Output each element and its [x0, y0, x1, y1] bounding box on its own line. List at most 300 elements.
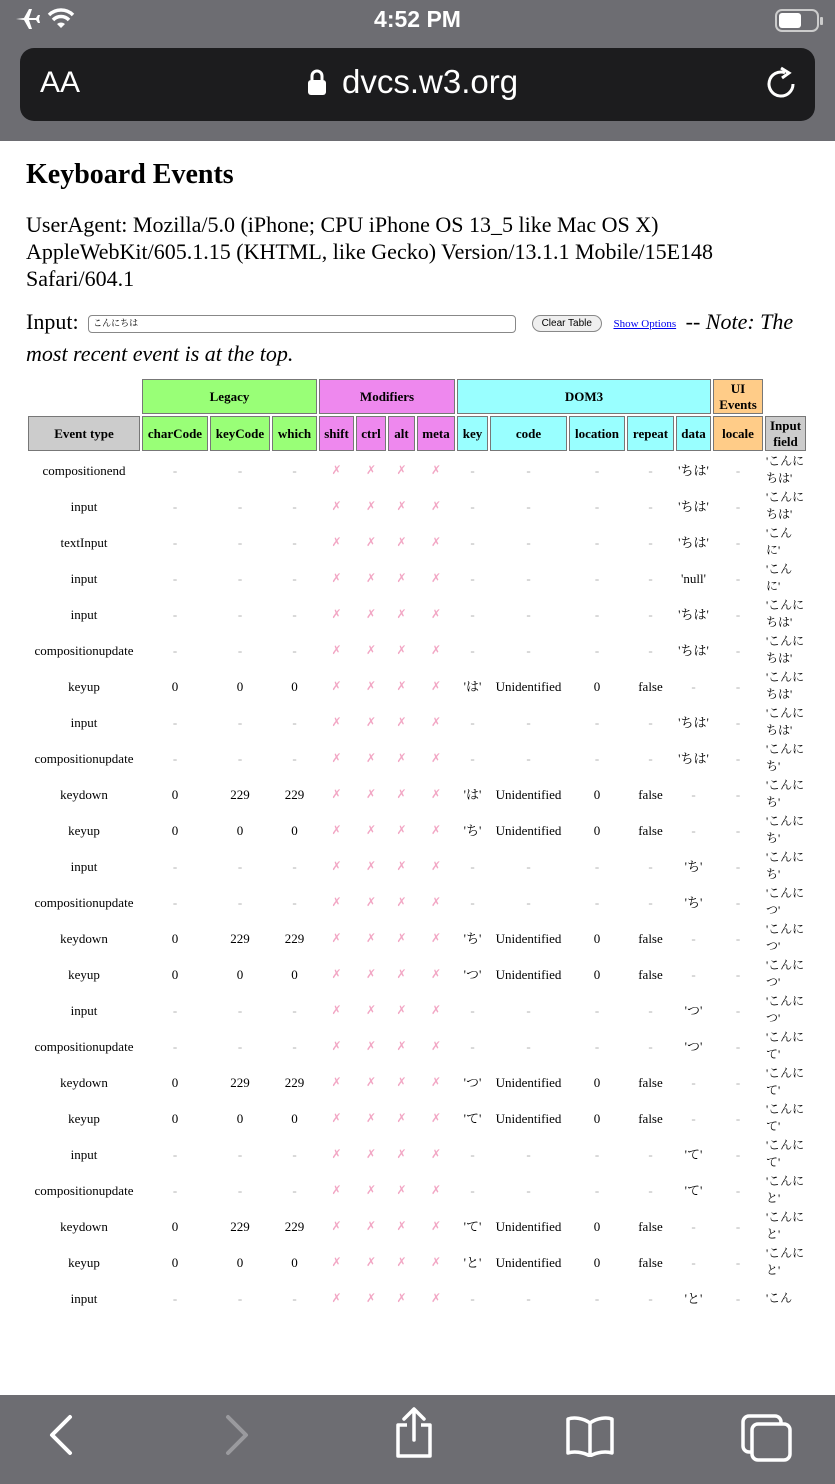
cell-key: -	[470, 1182, 475, 1198]
cell-which: -	[292, 894, 297, 910]
column-header-repeat: repeat	[627, 416, 674, 451]
cell-data: -	[691, 930, 696, 946]
cell-input-field: 'こんにちは'	[766, 634, 805, 665]
cell-charcode: 0	[171, 1074, 179, 1090]
cell-code: -	[526, 858, 531, 874]
cell-shift: ✗	[331, 1182, 342, 1197]
text-size-button[interactable]	[40, 66, 80, 100]
cell-keycode: -	[237, 858, 243, 874]
cell-key: 'は'	[463, 786, 482, 802]
cell-data: -	[691, 1110, 696, 1126]
cell-code: Unidentified	[495, 1254, 562, 1270]
cell-location: -	[594, 750, 600, 766]
cell-repeat: -	[648, 1038, 653, 1054]
keyboard-test-input[interactable]: こんにちは	[88, 315, 516, 333]
cell-keycode: -	[237, 714, 243, 730]
event-row	[28, 993, 806, 1027]
cell-repeat: -	[648, 498, 653, 514]
cell-input-field: 'こんにちは'	[766, 454, 805, 485]
cell-event-type: input	[70, 1002, 98, 1018]
cell-key: -	[470, 642, 475, 658]
cell-which: -	[292, 1038, 297, 1054]
cell-locale: -	[735, 966, 741, 982]
cell-key: 'て'	[463, 1218, 482, 1234]
cell-ctrl: ✗	[365, 1146, 377, 1161]
cell-repeat: false	[638, 786, 663, 802]
cell-charcode: -	[172, 1146, 178, 1162]
cell-keycode: -	[237, 1182, 243, 1198]
event-row	[28, 1101, 806, 1135]
cell-repeat: -	[648, 1182, 653, 1198]
cell-input-field: 'こんにと'	[766, 1246, 805, 1277]
cell-repeat: -	[648, 894, 653, 910]
cell-which: -	[292, 570, 297, 586]
cell-location: 0	[593, 1218, 601, 1234]
cell-locale: -	[735, 786, 741, 802]
cell-key: -	[470, 1290, 475, 1306]
cell-location: -	[594, 858, 600, 874]
cell-shift: ✗	[331, 462, 342, 477]
cell-which: -	[292, 714, 297, 730]
cell-data: 'と'	[684, 1290, 703, 1306]
cell-ctrl: ✗	[365, 894, 377, 909]
browser-toolbar	[0, 1395, 835, 1484]
cell-location: -	[594, 1002, 600, 1018]
cell-meta: ✗	[430, 1110, 442, 1125]
events-table-body	[28, 453, 806, 1315]
cell-which: 229	[284, 930, 305, 946]
clear-table-button[interactable]: Clear Table	[532, 315, 602, 332]
cell-alt: ✗	[396, 858, 407, 873]
cell-key: -	[470, 462, 475, 478]
cell-shift: ✗	[331, 894, 342, 909]
cell-locale: -	[735, 1038, 741, 1054]
cell-input-field: 'こんに'	[766, 562, 793, 593]
cell-alt: ✗	[396, 822, 407, 837]
cell-keycode: -	[237, 570, 243, 586]
cell-shift: ✗	[331, 1146, 342, 1161]
cell-location: -	[594, 642, 600, 658]
cell-ctrl: ✗	[365, 642, 377, 657]
cell-repeat: false	[638, 678, 663, 694]
cell-event-type: input	[70, 498, 98, 514]
cell-data: 'ちは'	[678, 534, 709, 550]
cell-charcode: 0	[171, 786, 179, 802]
cell-event-type: compositionupdate	[34, 1038, 134, 1054]
cell-ctrl: ✗	[365, 1290, 377, 1305]
cell-location: 0	[593, 930, 601, 946]
cell-keycode: -	[237, 642, 243, 658]
column-header-code: code	[490, 416, 567, 451]
cell-charcode: -	[172, 534, 178, 550]
cell-locale: -	[735, 822, 741, 838]
cell-key: -	[470, 1146, 475, 1162]
cell-meta: ✗	[430, 1290, 442, 1305]
cell-locale: -	[735, 1110, 741, 1126]
cell-data: -	[691, 678, 696, 694]
page-title: Keyboard Events	[26, 159, 234, 190]
cell-meta: ✗	[430, 1254, 442, 1269]
event-row	[28, 705, 806, 739]
cell-keycode: -	[237, 498, 243, 514]
cell-repeat: -	[648, 462, 653, 478]
cell-keycode: 0	[236, 678, 244, 694]
bookmarks-icon[interactable]	[565, 1415, 615, 1457]
cell-input-field: 'こんにちは'	[766, 490, 805, 521]
cell-alt: ✗	[396, 894, 407, 909]
cell-event-type: input	[70, 858, 98, 874]
cell-charcode: 0	[171, 1218, 179, 1234]
cell-repeat: -	[648, 1002, 653, 1018]
cell-shift: ✗	[331, 678, 342, 693]
cell-location: 0	[593, 1254, 601, 1270]
cell-locale: -	[735, 642, 741, 658]
cell-meta: ✗	[430, 1146, 442, 1161]
cell-charcode: 0	[171, 822, 179, 838]
cell-event-type: keyup	[68, 1110, 100, 1126]
event-row	[28, 921, 806, 955]
cell-meta: ✗	[430, 966, 442, 981]
cell-which: 0	[291, 1254, 298, 1270]
cell-meta: ✗	[430, 786, 442, 801]
cell-key: -	[470, 750, 475, 766]
cell-repeat: -	[648, 1146, 653, 1162]
cell-which: 0	[291, 822, 298, 838]
cell-location: -	[594, 714, 600, 730]
cell-data: -	[691, 822, 696, 838]
cell-key: 'と'	[463, 1254, 482, 1270]
column-header-data: data	[676, 416, 711, 451]
cell-code: -	[526, 498, 531, 514]
cell-shift: ✗	[331, 1002, 342, 1017]
cell-alt: ✗	[396, 678, 407, 693]
cell-location: -	[594, 534, 600, 550]
cell-which: -	[292, 498, 297, 514]
cell-data: -	[691, 1074, 696, 1090]
share-icon[interactable]	[393, 1407, 435, 1459]
cell-code: -	[526, 1182, 531, 1198]
cell-keycode: 0	[236, 1110, 244, 1126]
cell-alt: ✗	[396, 1254, 407, 1269]
column-header-alt: alt	[388, 416, 415, 451]
cell-which: 229	[284, 1074, 305, 1090]
cell-alt: ✗	[396, 966, 407, 981]
cell-alt: ✗	[396, 606, 407, 621]
cell-ctrl: ✗	[365, 858, 377, 873]
column-header-input-field: Input field	[765, 416, 806, 451]
cell-data: 'つ'	[684, 1002, 703, 1018]
cell-code: Unidentified	[495, 930, 562, 946]
cell-location: -	[594, 606, 600, 622]
cell-keycode: 0	[236, 1254, 244, 1270]
cell-charcode: -	[172, 498, 178, 514]
cell-keycode: 229	[230, 930, 250, 946]
cell-data: 'ちは'	[678, 642, 709, 658]
cell-location: -	[594, 1290, 600, 1306]
cell-key: 'つ'	[463, 966, 482, 982]
cell-charcode: -	[172, 1182, 178, 1198]
cell-event-type: compositionupdate	[34, 750, 134, 766]
cell-input-field: 'こんにて'	[766, 1102, 805, 1133]
cell-ctrl: ✗	[365, 714, 377, 729]
cell-key: 'ち'	[463, 822, 482, 838]
group-header-row	[28, 379, 806, 414]
event-row	[28, 1065, 806, 1099]
cell-input-field: 'こんにちは'	[766, 598, 805, 629]
cell-alt: ✗	[396, 1002, 407, 1017]
column-header-which: which	[272, 416, 317, 451]
cell-locale: -	[735, 1290, 741, 1306]
cell-which: -	[292, 1146, 297, 1162]
cell-locale: -	[735, 750, 741, 766]
blank-header-cell	[765, 379, 806, 414]
cell-locale: -	[735, 1218, 741, 1234]
cell-keycode: -	[237, 1146, 243, 1162]
cell-meta: ✗	[430, 1074, 442, 1089]
cell-key: 'て'	[463, 1110, 482, 1126]
cell-locale: -	[735, 570, 741, 586]
cell-data: 'null'	[681, 570, 706, 586]
cell-code: Unidentified	[495, 822, 562, 838]
cell-locale: -	[735, 606, 741, 622]
cell-meta: ✗	[430, 606, 442, 621]
cell-code: Unidentified	[495, 678, 562, 694]
cell-charcode: -	[172, 894, 178, 910]
cell-location: 0	[593, 786, 601, 802]
cell-code: -	[526, 462, 531, 478]
cell-ctrl: ✗	[365, 930, 377, 945]
cell-ctrl: ✗	[365, 1038, 377, 1053]
cell-input-field: 'こんにつ'	[766, 886, 805, 917]
cell-charcode: 0	[171, 930, 179, 946]
cell-which: -	[292, 858, 297, 874]
cell-meta: ✗	[430, 642, 442, 657]
cell-ctrl: ✗	[365, 1002, 377, 1017]
event-row	[28, 813, 806, 847]
group-modifiers: Modifiers	[319, 379, 455, 414]
cell-code: -	[526, 1002, 531, 1018]
cell-event-type: compositionupdate	[34, 894, 134, 910]
group-dom3: DOM3	[457, 379, 711, 414]
event-row	[28, 1173, 806, 1207]
cell-code: -	[526, 750, 531, 766]
cell-input-field: 'こんにつ'	[766, 994, 805, 1025]
cell-key: 'は'	[463, 678, 482, 694]
cell-which: -	[292, 534, 297, 550]
cell-shift: ✗	[331, 966, 342, 981]
cell-event-type: keydown	[60, 1218, 108, 1234]
cell-code: -	[526, 642, 531, 658]
cell-input-field: 'こんにちは'	[766, 670, 805, 701]
cell-input-field: 'こんにち'	[766, 814, 805, 845]
cell-repeat: false	[638, 930, 663, 946]
cell-keycode: 0	[236, 822, 244, 838]
cell-event-type: keyup	[68, 678, 100, 694]
cell-locale: -	[735, 1002, 741, 1018]
cell-which: -	[292, 606, 297, 622]
cell-location: -	[594, 462, 600, 478]
tabs-icon[interactable]	[740, 1413, 794, 1463]
cell-charcode: 0	[171, 1110, 179, 1126]
event-row	[28, 561, 806, 595]
cell-charcode: -	[172, 570, 178, 586]
cell-input-field: 'こんに'	[766, 526, 793, 557]
cell-locale: -	[735, 462, 741, 478]
cell-code: -	[526, 714, 531, 730]
column-header-meta: meta	[417, 416, 455, 451]
reload-icon[interactable]	[763, 66, 799, 102]
cell-shift: ✗	[331, 1218, 342, 1233]
cell-input-field: 'こんにつ'	[766, 922, 805, 953]
event-row	[28, 633, 806, 667]
address-bar[interactable]	[20, 48, 815, 121]
cell-location: -	[594, 498, 600, 514]
cell-shift: ✗	[331, 1110, 342, 1125]
cell-input-field: 'こん	[766, 1290, 793, 1305]
group-legacy: Legacy	[142, 379, 317, 414]
cell-meta: ✗	[430, 1218, 442, 1233]
cell-keycode: -	[237, 606, 243, 622]
cell-keycode: -	[237, 750, 243, 766]
cell-data: 'ち'	[684, 894, 703, 910]
cell-input-field: 'こんにち'	[766, 742, 805, 773]
cell-key: -	[470, 570, 475, 586]
cell-key: -	[470, 894, 475, 910]
cell-charcode: 0	[171, 1254, 179, 1270]
cell-key: -	[470, 714, 475, 730]
column-header-event-type: Event type	[28, 416, 140, 451]
column-header-charcode: charCode	[142, 416, 208, 451]
event-row	[28, 597, 806, 631]
cell-alt: ✗	[396, 570, 407, 585]
event-row	[28, 741, 806, 775]
cell-charcode: -	[172, 714, 178, 730]
show-options-link[interactable]: Show Options	[613, 317, 677, 330]
note-text: Note: The most recent event is at the top.	[26, 309, 794, 366]
cell-code: Unidentified	[495, 1110, 562, 1126]
cell-keycode: -	[237, 1290, 243, 1306]
cell-code: -	[526, 534, 531, 550]
cell-repeat: false	[638, 966, 663, 982]
cell-input-field: 'こんにと'	[766, 1210, 805, 1241]
cell-keycode: -	[237, 534, 243, 550]
cell-code: Unidentified	[495, 1074, 562, 1090]
cell-location: 0	[593, 822, 601, 838]
cell-which: 0	[291, 678, 298, 694]
cell-data: 'て'	[684, 1146, 703, 1162]
cell-shift: ✗	[331, 606, 342, 621]
cell-event-type: keydown	[60, 1074, 108, 1090]
cell-shift: ✗	[331, 714, 342, 729]
cell-shift: ✗	[331, 750, 342, 765]
cell-shift: ✗	[331, 858, 342, 873]
cell-meta: ✗	[430, 1038, 442, 1053]
cell-data: -	[691, 786, 696, 802]
event-row	[28, 669, 806, 703]
cell-which: -	[292, 1182, 297, 1198]
event-row	[28, 1245, 806, 1279]
cell-input-field: 'こんにち'	[766, 850, 805, 881]
cell-which: 229	[284, 786, 305, 802]
event-row	[28, 849, 806, 883]
cell-charcode: 0	[171, 678, 179, 694]
cell-code: -	[526, 1146, 531, 1162]
cell-charcode: -	[172, 858, 178, 874]
cell-event-type: textInput	[60, 534, 108, 550]
cell-ctrl: ✗	[365, 822, 377, 837]
cell-shift: ✗	[331, 786, 342, 801]
event-row	[28, 1137, 806, 1171]
column-header-keycode: keyCode	[210, 416, 270, 451]
cell-which: -	[292, 750, 297, 766]
cell-charcode: 0	[171, 966, 179, 982]
column-header-location: location	[569, 416, 625, 451]
cell-code: -	[526, 1290, 531, 1306]
cell-key: -	[470, 858, 475, 874]
cell-event-type: input	[70, 714, 98, 730]
cell-ctrl: ✗	[365, 1254, 377, 1269]
cell-data: 'つ'	[684, 1038, 703, 1054]
cell-location: 0	[593, 966, 601, 982]
browser-chrome-top	[0, 0, 835, 141]
cell-locale: -	[735, 534, 741, 550]
cell-locale: -	[735, 858, 741, 874]
cell-alt: ✗	[396, 1038, 407, 1053]
cell-event-type: keyup	[68, 1254, 100, 1270]
cell-alt: ✗	[396, 498, 407, 513]
cell-data: 'ちは'	[678, 498, 709, 514]
status-time: 4:52 PM	[374, 6, 461, 32]
cell-charcode: -	[172, 1002, 178, 1018]
cell-meta: ✗	[430, 930, 442, 945]
cell-keycode: 229	[230, 1218, 250, 1234]
cell-meta: ✗	[430, 462, 442, 477]
cell-ctrl: ✗	[365, 534, 377, 549]
event-row	[28, 1209, 806, 1243]
cell-locale: -	[735, 498, 741, 514]
event-row	[28, 1029, 806, 1063]
cell-ctrl: ✗	[365, 750, 377, 765]
cell-which: -	[292, 1002, 297, 1018]
cell-key: -	[470, 1038, 475, 1054]
event-row	[28, 885, 806, 919]
chevron-left-icon[interactable]	[46, 1413, 76, 1457]
cell-location: -	[594, 894, 600, 910]
group-ui-events: UI Events	[713, 379, 763, 414]
cell-shift: ✗	[331, 1290, 342, 1305]
url-text[interactable]: dvcs.w3.org	[342, 63, 519, 100]
cell-event-type: input	[70, 1146, 98, 1162]
event-row	[28, 489, 806, 523]
cell-alt: ✗	[396, 1218, 407, 1233]
cell-input-field: 'こんにち'	[766, 778, 805, 809]
cell-location: -	[594, 1038, 600, 1054]
cell-charcode: -	[172, 606, 178, 622]
cell-location: 0	[593, 1074, 601, 1090]
cell-alt: ✗	[396, 1182, 407, 1197]
column-header-ctrl: ctrl	[356, 416, 386, 451]
cell-shift: ✗	[331, 930, 342, 945]
cell-repeat: false	[638, 1110, 663, 1126]
chevron-right-icon[interactable]	[222, 1413, 252, 1457]
cell-input-field: 'こんにて'	[766, 1066, 805, 1097]
cell-repeat: -	[648, 642, 653, 658]
cell-keycode: -	[237, 894, 243, 910]
cell-locale: -	[735, 714, 741, 730]
cell-ctrl: ✗	[365, 462, 377, 477]
cell-data: 'ちは'	[678, 750, 709, 766]
cell-meta: ✗	[430, 750, 442, 765]
